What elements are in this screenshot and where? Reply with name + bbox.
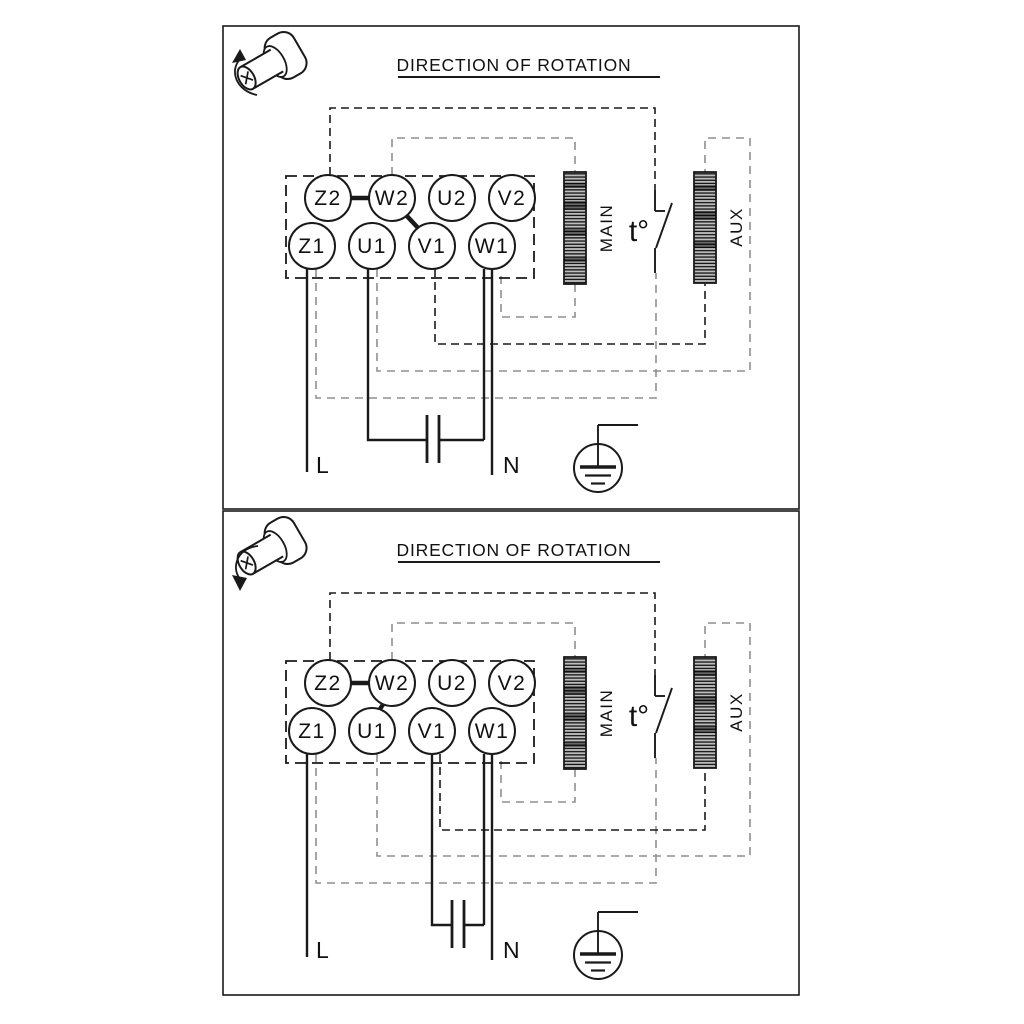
terminal-w2: W2 xyxy=(374,187,410,210)
main-winding-symbol xyxy=(564,172,616,284)
capacitor-symbol xyxy=(427,415,439,463)
dashed-z2-to-switch-top xyxy=(330,108,655,190)
neutral-label: N xyxy=(503,452,520,478)
line-label: L xyxy=(316,937,329,963)
capacitor-symbol xyxy=(452,900,464,948)
terminal-v2: V2 xyxy=(497,672,527,695)
terminal-w1: W1 xyxy=(474,720,510,743)
terminal-v1: V1 xyxy=(417,720,447,743)
panel-1-diagram xyxy=(222,25,800,510)
earth-ground-symbol xyxy=(574,425,638,492)
rotation-arrow-down-icon xyxy=(229,513,311,591)
earth-ground-symbol xyxy=(574,912,638,979)
panel-title: DIRECTION OF ROTATION xyxy=(396,540,632,560)
terminal-u1: U1 xyxy=(357,235,387,258)
dashed-z1-to-switch-bottom xyxy=(316,754,656,883)
terminal-v2: V2 xyxy=(497,187,527,210)
aux-winding-symbol xyxy=(694,172,746,283)
thermal-switch-symbol xyxy=(629,675,672,758)
terminal-v1: V1 xyxy=(417,235,447,258)
thermal-switch-label: t° xyxy=(628,215,650,248)
neutral-label: N xyxy=(503,937,520,963)
main-winding-label: MAIN xyxy=(597,688,616,738)
aux-winding-symbol xyxy=(694,657,746,768)
terminal-w2: W2 xyxy=(374,672,410,695)
terminal-u2: U2 xyxy=(437,187,467,210)
thermal-switch-label: t° xyxy=(628,700,650,733)
terminal-u1: U1 xyxy=(357,720,387,743)
main-winding-symbol xyxy=(564,657,616,769)
wire-v1-to-capacitor xyxy=(432,754,452,925)
terminal-w1: W1 xyxy=(474,235,510,258)
panel-title: DIRECTION OF ROTATION xyxy=(396,55,632,75)
thermal-switch-symbol xyxy=(629,190,672,273)
dashed-z2-to-switch-top xyxy=(330,593,655,675)
aux-winding-label: AUX xyxy=(727,207,746,247)
terminal-u2: U2 xyxy=(437,672,467,695)
dashed-w2-to-main-top xyxy=(392,138,575,175)
main-winding-label: MAIN xyxy=(597,203,616,253)
line-label: L xyxy=(316,452,329,478)
terminal-z2: Z2 xyxy=(314,187,342,210)
terminal-z1: Z1 xyxy=(298,720,326,743)
dashed-w2-to-main-top xyxy=(392,623,575,660)
rotation-arrow-up-icon xyxy=(229,28,311,102)
terminal-z1: Z1 xyxy=(298,235,326,258)
panel-2-diagram xyxy=(222,510,800,996)
terminal-block xyxy=(289,660,535,754)
aux-winding-label: AUX xyxy=(727,692,746,732)
terminal-z2: Z2 xyxy=(314,672,342,695)
